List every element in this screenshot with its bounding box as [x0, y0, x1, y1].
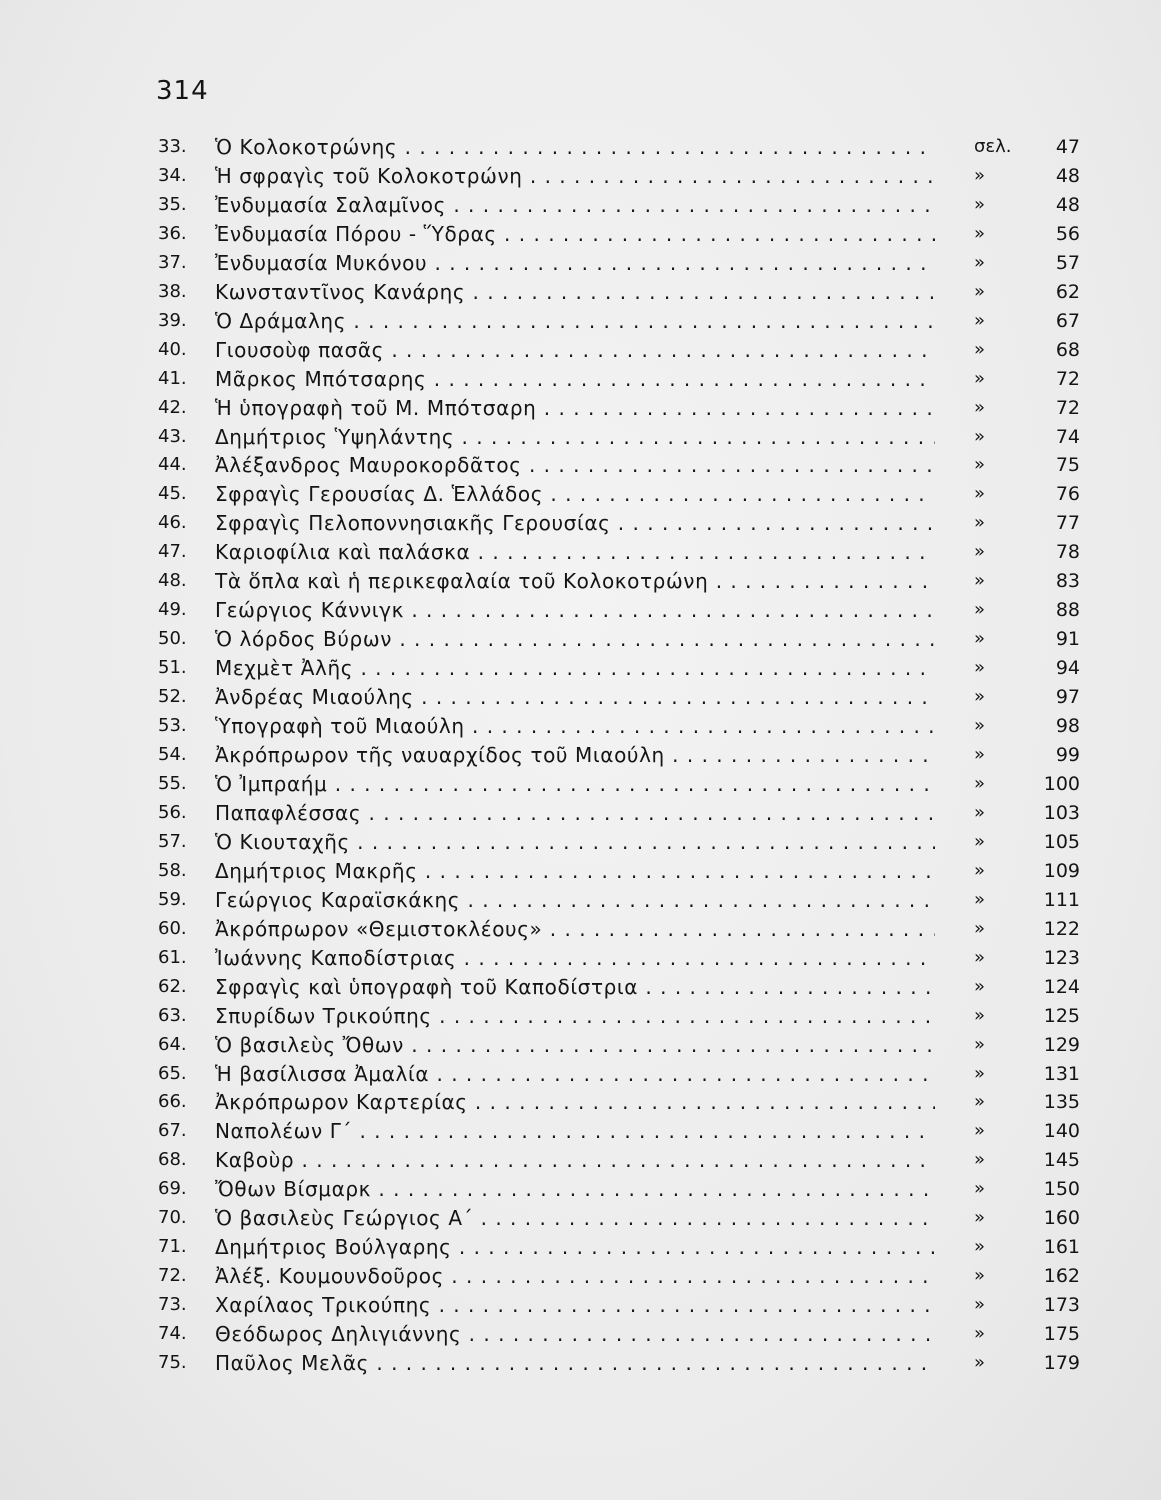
- entry-page-prefix: »: [974, 338, 986, 360]
- entry-title-leader: [215, 538, 935, 567]
- entry-title-leader: [215, 1291, 935, 1320]
- entry-page-prefix: »: [974, 483, 986, 505]
- entry-title-leader: [215, 799, 935, 828]
- entry-number: 44.: [158, 454, 187, 476]
- entry-title-leader: [215, 307, 935, 336]
- entry-page-prefix: »: [974, 888, 986, 910]
- entry-title: Ὁ λόρδος Βύρων: [215, 627, 392, 652]
- index-entry: [158, 741, 1088, 770]
- entry-page-number: 67: [1055, 309, 1080, 332]
- entry-number: 42.: [158, 396, 187, 418]
- page-number: 314: [156, 76, 209, 106]
- entry-number: 49.: [158, 599, 187, 621]
- entry-title: Ἰωάννης Καποδίστριας: [215, 945, 457, 970]
- entry-page-prefix: »: [974, 367, 986, 389]
- index-of-illustrations: [158, 133, 1088, 1378]
- entry-page-prefix: »: [974, 1004, 986, 1026]
- entry-title-leader: [215, 944, 935, 973]
- entry-number: 45.: [158, 483, 187, 505]
- entry-title: Ἀλέξανδρος Μαυροκορδᾶτος: [215, 453, 522, 478]
- entry-title: Ὁ βασιλεὺς Ὄθων: [215, 1032, 404, 1057]
- entry-page-prefix: »: [974, 1265, 986, 1287]
- index-entry: [158, 1088, 1088, 1117]
- index-entry: [158, 1204, 1088, 1233]
- entry-page-prefix: »: [974, 541, 986, 563]
- entry-page-prefix: »: [974, 396, 986, 418]
- entry-number: 69.: [158, 1178, 187, 1200]
- index-entry: [158, 162, 1088, 191]
- entry-page-number: 94: [1055, 657, 1080, 680]
- entry-title: Ἐνδυμασία Μυκόνου: [215, 250, 428, 275]
- entry-title-leader: [215, 1002, 935, 1031]
- entry-number: 36.: [158, 222, 187, 244]
- index-entry: [158, 944, 1088, 973]
- entry-page-number: 91: [1055, 628, 1080, 651]
- entry-number: 65.: [158, 1062, 187, 1084]
- entry-title-leader: [215, 1060, 935, 1089]
- entry-page-prefix: »: [974, 1033, 986, 1055]
- entry-title-leader: [215, 249, 935, 278]
- entry-page-number: 105: [1043, 830, 1080, 853]
- entry-page-number: 111: [1043, 888, 1080, 911]
- entry-page-number: 98: [1055, 715, 1080, 738]
- entry-page-number: 48: [1055, 164, 1080, 187]
- index-entry: [158, 394, 1088, 423]
- entry-page-number: 83: [1055, 570, 1080, 593]
- entry-number: 35.: [158, 193, 187, 215]
- entry-title: Μᾶρκος Μπότσαρης: [215, 366, 427, 391]
- entry-title: Τὰ ὅπλα καὶ ἡ περικεφαλαία τοῦ Κολοκοτρώνη: [215, 569, 709, 594]
- entry-number: 56.: [158, 801, 187, 823]
- entry-title: Καβοὺρ: [215, 1148, 295, 1173]
- entry-title: Θεόδωρος Δηλιγιάννης: [215, 1322, 462, 1347]
- entry-page-number: 150: [1043, 1178, 1080, 1201]
- entry-number: 40.: [158, 338, 187, 360]
- entry-number: 66.: [158, 1091, 187, 1113]
- index-entry: [158, 1031, 1088, 1060]
- entry-page-number: 125: [1043, 1004, 1080, 1027]
- entry-title: Μεχμὲτ Ἀλῆς: [215, 656, 354, 681]
- entry-page-prefix: »: [974, 1062, 986, 1084]
- entry-title: Ἐνδυμασία Πόρου - Ὕδρας: [215, 221, 497, 246]
- entry-page-prefix: »: [974, 1178, 986, 1200]
- index-entry: [158, 1291, 1088, 1320]
- entry-page-prefix: »: [974, 1207, 986, 1229]
- entry-number: 70.: [158, 1207, 187, 1229]
- entry-title-leader: [215, 596, 935, 625]
- entry-title-leader: [215, 915, 935, 944]
- entry-page-prefix: »: [974, 1294, 986, 1316]
- entry-page-prefix: »: [974, 425, 986, 447]
- entry-number: 58.: [158, 859, 187, 881]
- entry-number: 52.: [158, 686, 187, 708]
- entry-page-number: 129: [1043, 1033, 1080, 1056]
- index-entry: [158, 1117, 1088, 1146]
- entry-page-prefix: »: [974, 686, 986, 708]
- entry-title: Ἡ βασίλισσα Ἀμαλία: [215, 1061, 430, 1086]
- entry-title: Ἀκρόπρωρον «Θεμιστοκλέους»: [215, 916, 543, 941]
- entry-page-number: 47: [1055, 136, 1080, 158]
- index-entry: [158, 249, 1088, 278]
- index-entry: [158, 1146, 1088, 1175]
- entry-page-prefix: »: [974, 715, 986, 737]
- entry-title-leader: [215, 191, 935, 220]
- index-entry: [158, 857, 1088, 886]
- entry-page-number: 173: [1043, 1294, 1080, 1317]
- entry-page-number: 160: [1043, 1207, 1080, 1230]
- entry-title: Ὁ Κολοκοτρώνης: [215, 135, 398, 159]
- index-entry: [158, 1060, 1088, 1089]
- entry-title: Ὁ Δράμαλης: [215, 308, 347, 333]
- entry-number: 50.: [158, 628, 187, 650]
- index-entry: [158, 133, 1088, 162]
- entry-title-leader: [215, 973, 935, 1002]
- entry-number: 74.: [158, 1323, 187, 1345]
- entry-title-leader: [215, 1233, 935, 1262]
- entry-title: Ὁ βασιλεὺς Γεώργιος Α´: [215, 1206, 474, 1231]
- entry-page-prefix: »: [974, 164, 986, 186]
- entry-page-number: 77: [1055, 512, 1080, 535]
- index-entry: [158, 509, 1088, 538]
- entry-title: Ἀκρόπρωρον τῆς ναυαρχίδος τοῦ Μιαούλη: [215, 743, 665, 768]
- entry-title: Γιουσοὺφ πασᾶς: [215, 337, 384, 362]
- entry-page-number: 161: [1043, 1236, 1080, 1259]
- entry-title-leader: [215, 683, 935, 712]
- entry-page-prefix: »: [974, 772, 986, 794]
- index-entry: [158, 1175, 1088, 1204]
- entry-number: 54.: [158, 744, 187, 766]
- index-entry: [158, 770, 1088, 799]
- entry-number: 63.: [158, 1004, 187, 1026]
- entry-page-number: 74: [1055, 425, 1080, 448]
- entry-title-leader: [215, 336, 935, 365]
- entry-page-prefix: »: [974, 454, 986, 476]
- entry-page-number: 72: [1055, 367, 1080, 390]
- index-entry: [158, 1262, 1088, 1291]
- entry-title: Ναπολέων Γ´: [215, 1119, 353, 1144]
- entry-page-number: 78: [1055, 541, 1080, 564]
- entry-title-leader: [215, 365, 935, 394]
- entry-number: 55.: [158, 772, 187, 794]
- entry-title: Ἀνδρέας Μιαούλης: [215, 685, 414, 710]
- entry-page-number: 162: [1043, 1265, 1080, 1288]
- entry-page-number: 103: [1043, 801, 1080, 824]
- entry-page-number: 131: [1043, 1062, 1080, 1085]
- index-entry: [158, 278, 1088, 307]
- entry-page-prefix: »: [974, 628, 986, 650]
- entry-title-leader: [215, 1204, 935, 1233]
- index-entry: [158, 365, 1088, 394]
- entry-page-number: 72: [1055, 396, 1080, 419]
- entry-page-prefix: »: [974, 1323, 986, 1345]
- entry-number: 61.: [158, 946, 187, 968]
- entry-page-prefix: »: [974, 251, 986, 273]
- entry-number: 47.: [158, 541, 187, 563]
- entry-page-number: 124: [1043, 975, 1080, 998]
- index-entry: [158, 625, 1088, 654]
- entry-page-prefix: »: [974, 1091, 986, 1113]
- entry-title: Κωνσταντῖνος Κανάρης: [215, 279, 466, 304]
- entry-number: 60.: [158, 917, 187, 939]
- index-entry: [158, 1349, 1088, 1378]
- entry-page-number: 76: [1055, 483, 1080, 506]
- entry-title-leader: [215, 712, 935, 741]
- entry-page-number: 99: [1055, 744, 1080, 767]
- entry-number: 41.: [158, 367, 187, 389]
- entry-title-leader: [215, 220, 935, 249]
- entry-title-leader: [215, 394, 935, 423]
- index-entry: [158, 423, 1088, 452]
- entry-title-leader: [215, 278, 935, 307]
- entry-page-prefix: »: [974, 309, 986, 331]
- entry-number: 46.: [158, 512, 187, 534]
- entry-title: Παπαφλέσσας: [215, 800, 362, 825]
- entry-page-prefix: »: [974, 1149, 986, 1171]
- entry-title: Παῦλος Μελᾶς: [215, 1351, 369, 1376]
- entry-title-leader: [215, 1031, 935, 1060]
- index-entry: [158, 596, 1088, 625]
- entry-number: 59.: [158, 888, 187, 910]
- entry-number: 34.: [158, 164, 187, 186]
- entry-title-leader: [215, 509, 935, 538]
- entry-title-leader: [215, 1117, 935, 1146]
- entry-page-prefix: »: [974, 946, 986, 968]
- entry-page-number: 68: [1055, 338, 1080, 361]
- entry-page-prefix: »: [974, 801, 986, 823]
- entry-number: 67.: [158, 1120, 187, 1142]
- entry-number: 57.: [158, 830, 187, 852]
- entry-number: 37.: [158, 251, 187, 273]
- entry-title-leader: [215, 770, 935, 799]
- index-entry: [158, 307, 1088, 336]
- entry-title: Ἡ ὑπογραφὴ τοῦ Μ. Μπότσαρη: [215, 395, 537, 420]
- entry-page-prefix: »: [974, 280, 986, 302]
- entry-page-number: 123: [1043, 946, 1080, 969]
- entry-number: 62.: [158, 975, 187, 997]
- entry-title-leader: [215, 1146, 935, 1175]
- entry-page-prefix: »: [974, 1120, 986, 1142]
- entry-number: 71.: [158, 1236, 187, 1258]
- entry-title-leader: [215, 886, 935, 915]
- entry-page-number: 75: [1055, 454, 1080, 477]
- entry-page-number: 57: [1055, 251, 1080, 274]
- index-entry: [158, 1233, 1088, 1262]
- entry-title-leader: [215, 1175, 935, 1204]
- index-entry: [158, 220, 1088, 249]
- entry-title-leader: [215, 857, 935, 886]
- index-entry: [158, 451, 1088, 480]
- entry-title: Σπυρίδων Τρικούπης: [215, 1003, 432, 1028]
- entry-page-prefix: »: [974, 570, 986, 592]
- entry-page-prefix: »: [974, 859, 986, 881]
- index-entry: [158, 712, 1088, 741]
- entry-title: Ὄθων Βίσμαρκ: [215, 1177, 372, 1202]
- entry-number: 73.: [158, 1294, 187, 1316]
- entry-page-number: 62: [1055, 280, 1080, 303]
- entry-number: 33.: [158, 136, 187, 157]
- entry-title-leader: [215, 480, 935, 509]
- entry-title: Χαρίλαος Τρικούπης: [215, 1293, 432, 1318]
- index-entry: [158, 1320, 1088, 1349]
- entry-number: 39.: [158, 309, 187, 331]
- entry-page-prefix: »: [974, 193, 986, 215]
- entry-title: Σφραγὶς Γερουσίας Δ. Ἑλλάδος: [215, 482, 544, 507]
- entry-page-prefix: »: [974, 744, 986, 766]
- index-entry: [158, 336, 1088, 365]
- entry-page-number: 145: [1043, 1149, 1080, 1172]
- entry-page-prefix: »: [974, 512, 986, 534]
- entry-page-number: 56: [1055, 222, 1080, 245]
- entry-title-leader: [215, 1349, 935, 1378]
- entry-title: Ὁ Ἰμπραήμ: [215, 771, 328, 796]
- entry-page-prefix: σελ.: [974, 136, 1012, 157]
- entry-title: Ἀλέξ. Κουμουνδοῦρος: [215, 1264, 444, 1289]
- entry-page-number: 48: [1055, 193, 1080, 216]
- entry-title: Γεώργιος Καραϊσκάκης: [215, 887, 461, 912]
- entry-page-number: 135: [1043, 1091, 1080, 1114]
- index-entry: [158, 538, 1088, 567]
- entry-title: Σφραγὶς Πελοποννησιακῆς Γερουσίας: [215, 511, 611, 536]
- entry-title-leader: [215, 162, 935, 191]
- entry-title: Γεώργιος Κάννιγκ: [215, 598, 404, 623]
- entry-title: Δημήτριος Βούλγαρης: [215, 1235, 452, 1260]
- index-entry: [158, 1002, 1088, 1031]
- entry-page-prefix: »: [974, 1352, 986, 1374]
- entry-title-leader: [215, 625, 935, 654]
- entry-page-prefix: »: [974, 917, 986, 939]
- entry-page-prefix: »: [974, 830, 986, 852]
- entry-page-prefix: »: [974, 599, 986, 621]
- index-entry: [158, 654, 1088, 683]
- index-entry: [158, 973, 1088, 1002]
- entry-page-number: 100: [1043, 772, 1080, 795]
- entry-title-leader: [215, 1088, 935, 1117]
- index-entry: [158, 886, 1088, 915]
- index-entry: [158, 480, 1088, 509]
- entry-title: Σφραγὶς καὶ ὑπογραφὴ τοῦ Καποδίστρια: [215, 974, 639, 999]
- entry-page-number: 109: [1043, 859, 1080, 882]
- entry-title-leader: [215, 741, 935, 770]
- index-entry: [158, 683, 1088, 712]
- entry-number: 53.: [158, 715, 187, 737]
- entry-title: Ἡ σφραγὶς τοῦ Κολοκοτρώνη: [215, 163, 523, 188]
- entry-title: Ἀκρόπρωρον Καρτερίας: [215, 1090, 468, 1115]
- entry-number: 43.: [158, 425, 187, 447]
- entry-number: 75.: [158, 1352, 187, 1374]
- index-entry: [158, 799, 1088, 828]
- entry-title-leader: [215, 423, 935, 452]
- entry-number: 68.: [158, 1149, 187, 1171]
- entry-title: Ἐνδυμασία Σαλαμῖνος: [215, 192, 446, 217]
- entry-page-prefix: »: [974, 1236, 986, 1258]
- entry-title-leader: [215, 1262, 935, 1291]
- entry-page-number: 122: [1043, 917, 1080, 940]
- entry-title-leader: [215, 1320, 935, 1349]
- entry-page-number: 179: [1043, 1352, 1080, 1375]
- entry-title-leader: [215, 567, 935, 596]
- entry-page-number: 175: [1043, 1323, 1080, 1346]
- index-entry: [158, 915, 1088, 944]
- entry-page-number: 88: [1055, 599, 1080, 622]
- entry-page-number: 97: [1055, 686, 1080, 709]
- entry-number: 38.: [158, 280, 187, 302]
- entry-title: Δημήτριος Μακρῆς: [215, 858, 418, 883]
- index-entry: [158, 567, 1088, 596]
- entry-page-prefix: »: [974, 222, 986, 244]
- entry-title: Δημήτριος Ὑψηλάντης: [215, 424, 455, 449]
- entry-number: 51.: [158, 657, 187, 679]
- entry-title: Καριοφίλια καὶ παλάσκα: [215, 540, 471, 565]
- entry-number: 48.: [158, 570, 187, 592]
- entry-title-leader: [215, 451, 935, 480]
- entry-title: Ὁ Κιουταχῆς: [215, 829, 350, 854]
- entry-title-leader: [215, 828, 935, 857]
- index-entry: [158, 191, 1088, 220]
- entry-title-leader: [215, 133, 935, 162]
- entry-number: 64.: [158, 1033, 187, 1055]
- entry-number: 72.: [158, 1265, 187, 1287]
- entry-title-leader: [215, 654, 935, 683]
- index-entry: [158, 828, 1088, 857]
- entry-page-prefix: »: [974, 975, 986, 997]
- entry-page-prefix: »: [974, 657, 986, 679]
- entry-page-number: 140: [1043, 1120, 1080, 1143]
- entry-title: Ὑπογραφὴ τοῦ Μιαούλη: [215, 714, 465, 739]
